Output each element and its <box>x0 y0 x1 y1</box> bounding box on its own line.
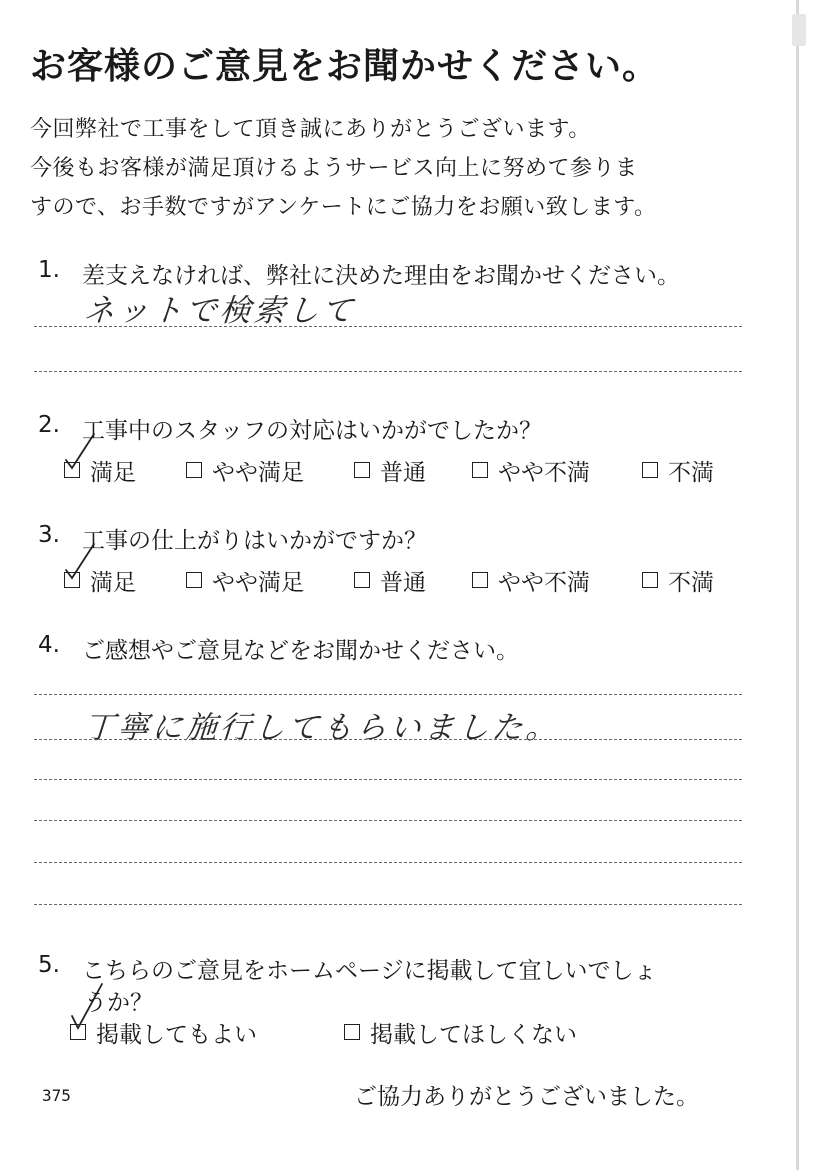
q2-option-2[interactable] <box>186 454 304 487</box>
q3-option-1-label: 満足 <box>90 570 136 596</box>
scan-edge-line <box>796 0 799 1170</box>
answer-line <box>34 739 742 740</box>
q3-option-3-label: 普通 <box>380 570 426 596</box>
q3-option-4[interactable] <box>472 564 590 597</box>
handwritten-check-icon <box>58 430 98 470</box>
q2-option-5-label: 不満 <box>668 460 714 486</box>
q3-number: 3. <box>38 522 60 548</box>
page-title: お客様のご意見をお聞かせください。 <box>30 46 660 87</box>
checkbox[interactable] <box>354 462 370 478</box>
checkbox[interactable] <box>186 462 202 478</box>
checkbox[interactable] <box>186 572 202 588</box>
q2-option-3[interactable] <box>354 454 426 487</box>
q1-answer[interactable]: ネットで検索して <box>82 293 358 329</box>
q5-option-1-label: 掲載してもよい <box>96 1022 257 1048</box>
q2-option-4-label: やや不満 <box>498 460 590 486</box>
checkbox[interactable] <box>642 572 658 588</box>
intro-line-1: 今回弊社で工事をして頂き誠にありがとうございます。 <box>30 117 591 142</box>
q5-text-line-2: うか？ <box>84 990 153 1016</box>
q2-option-2-label: やや満足 <box>212 460 304 486</box>
q3-option-5[interactable] <box>642 564 714 597</box>
q1-text: 差支えなければ、弊社に決めた理由をお聞かせください。 <box>82 263 680 289</box>
checkbox[interactable] <box>472 462 488 478</box>
q5-number: 5. <box>38 952 60 978</box>
page-number: 375 <box>42 1086 71 1105</box>
answer-line <box>34 694 742 695</box>
q2-option-5[interactable] <box>642 454 714 487</box>
q3-option-3[interactable] <box>354 564 426 597</box>
answer-line <box>34 862 742 863</box>
scan-edge-tab <box>792 14 806 46</box>
q4-answer[interactable]: 丁寧に施行してもらいました。 <box>82 710 562 746</box>
checkbox[interactable] <box>642 462 658 478</box>
checkbox[interactable] <box>472 572 488 588</box>
q3-option-2[interactable] <box>186 564 304 597</box>
q3-option-5-label: 不満 <box>668 570 714 596</box>
q5-option-2-label: 掲載してほしくない <box>370 1022 577 1048</box>
q2-option-3-label: 普通 <box>380 460 426 486</box>
handwritten-check-icon <box>58 540 98 580</box>
checkbox-checked[interactable] <box>70 1024 86 1040</box>
intro-line-2: 今後もお客様が満足頂けるようサービス向上に努めて参りま <box>30 156 638 181</box>
q2-number: 2. <box>38 412 60 438</box>
checkbox[interactable] <box>354 572 370 588</box>
q3-option-4-label: やや不満 <box>498 570 590 596</box>
answer-line <box>34 371 742 372</box>
q1-number: 1. <box>38 257 60 283</box>
intro-line-3: すので、お手数ですがアンケートにご協力をお願い致します。 <box>30 195 657 220</box>
answer-line <box>34 820 742 821</box>
q2-text: 工事中のスタッフの対応はいかがでしたか？ <box>82 418 542 444</box>
q3-option-2-label: やや満足 <box>212 570 304 596</box>
checkbox[interactable] <box>344 1024 360 1040</box>
q4-text: ご感想やご意見などをお聞かせください。 <box>82 638 519 664</box>
q3-text: 工事の仕上がりはいかがですか？ <box>82 528 427 554</box>
answer-line <box>34 904 742 905</box>
q2-option-1-label: 満足 <box>90 460 136 486</box>
q5-option-2[interactable] <box>344 1016 577 1049</box>
q5-text-line-1: こちらのご意見をホームページに掲載して宜しいでしょ <box>82 958 657 984</box>
answer-line <box>34 779 742 780</box>
q2-option-4[interactable] <box>472 454 590 487</box>
closing-message: ご協力ありがとうございました。 <box>354 1084 699 1110</box>
q4-number: 4. <box>38 632 60 658</box>
handwritten-check-icon <box>64 982 104 1022</box>
answer-line <box>34 326 742 327</box>
